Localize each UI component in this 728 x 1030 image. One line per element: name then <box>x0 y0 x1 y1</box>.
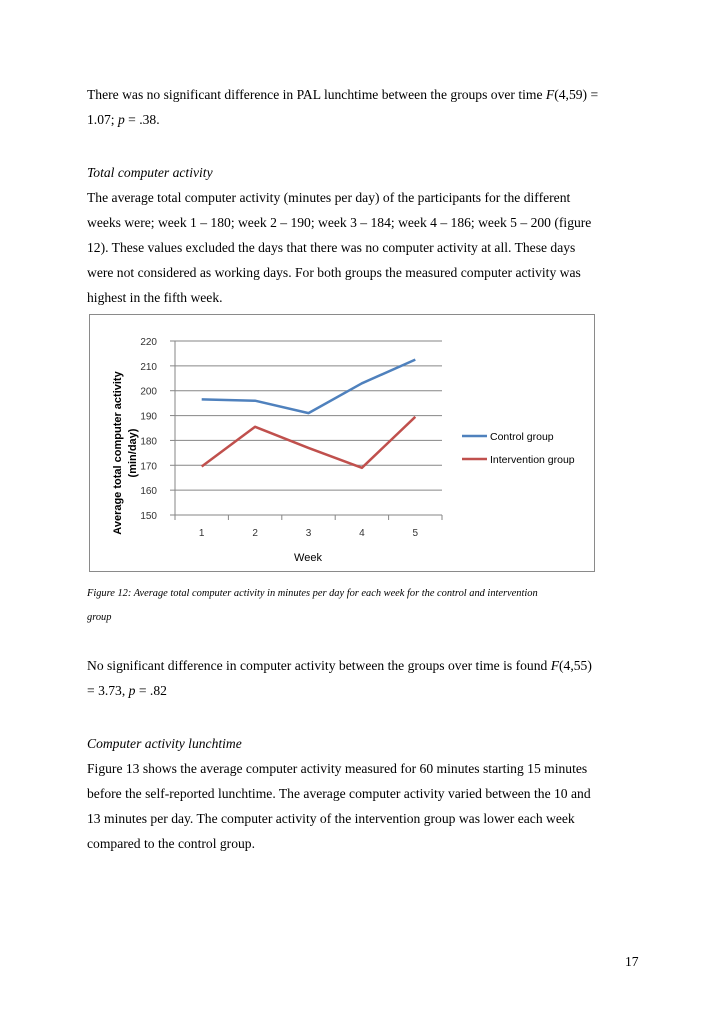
page-number: 17 <box>625 954 639 969</box>
text-line: before the self-reported lunchtime. The average computer activity varied between the 10 and <box>87 786 591 801</box>
legend <box>462 431 575 466</box>
x-tick-label: 2 <box>252 528 258 539</box>
y-axis-label-line2: (min/day) <box>127 428 139 478</box>
y-tick-label: 200 <box>140 386 157 398</box>
text-line: The average total computer activity (minutes per day) of the participants for the different <box>87 190 571 205</box>
text-line: 13 minutes per day. The computer activity of the intervention group was lower each week <box>87 811 575 826</box>
y-tick-labels <box>140 337 157 522</box>
text-line: weeks were; week 1 – 180; week 2 – 190; week 3 – 184; week 4 – 186; week 5 – 200 (figure <box>87 215 592 230</box>
figure-12-chart <box>89 314 595 572</box>
text-line: compared to the control group. <box>87 836 255 851</box>
legend-label: Intervention group <box>490 454 575 466</box>
line-chart <box>90 315 594 571</box>
text-line: 12). These values excluded the days that there was no computer activity at all. These days <box>87 240 576 255</box>
paragraph-computer-activity-result <box>87 653 647 703</box>
figure-12-caption <box>87 582 647 630</box>
y-tick-label: 220 <box>140 337 157 348</box>
y-tick-label: 150 <box>140 511 157 522</box>
section-computer-activity-lunchtime <box>87 731 647 856</box>
text-line: Figure 13 shows the average computer activity measured for 60 minutes starting 15 minutes <box>87 761 588 776</box>
y-tick-label: 160 <box>140 486 157 498</box>
section-heading: Computer activity lunchtime <box>87 736 242 751</box>
x-axis-label: Week <box>294 552 322 564</box>
x-tick-label: 1 <box>198 528 205 539</box>
x-tick-label: 5 <box>412 528 419 539</box>
x-tick-label: 4 <box>359 528 365 539</box>
y-tick-label: 180 <box>140 436 157 448</box>
text-line: highest in the fifth week. <box>87 290 223 305</box>
paragraph-pal-lunchtime <box>87 82 647 132</box>
series-lines <box>202 360 416 468</box>
gridlines <box>175 341 442 490</box>
y-tick-label: 210 <box>140 361 157 373</box>
y-axis-label <box>112 370 139 534</box>
series-line-control-group <box>202 360 416 414</box>
x-tick-label: 3 <box>305 528 312 539</box>
text-line: No significant difference in computer activity between the groups over time is found F(4,55) <box>87 658 592 673</box>
y-tick-label: 170 <box>140 461 157 473</box>
text-line: = 3.73, p = .82 <box>87 683 167 698</box>
text-line: were not considered as working days. For both groups the measured computer activity was <box>87 265 581 280</box>
legend-label: Control group <box>490 431 554 443</box>
caption-line: group <box>87 612 112 623</box>
y-tick-label: 190 <box>140 411 157 423</box>
text-line: There was no significant difference in PAL lunchtime between the groups over time F(4,59) = <box>87 87 599 102</box>
series-line-intervention-group <box>202 417 416 468</box>
x-tick-labels <box>199 528 419 539</box>
y-axis-label-line1: Average total computer activity <box>112 371 124 535</box>
section-total-computer-activity <box>87 160 647 310</box>
section-heading: Total computer activity <box>87 165 213 180</box>
caption-line: Figure 12: Average total computer activity in minutes per day for each week for the control and intervention <box>87 588 538 599</box>
text-line: 1.07; p = .38. <box>87 112 160 127</box>
